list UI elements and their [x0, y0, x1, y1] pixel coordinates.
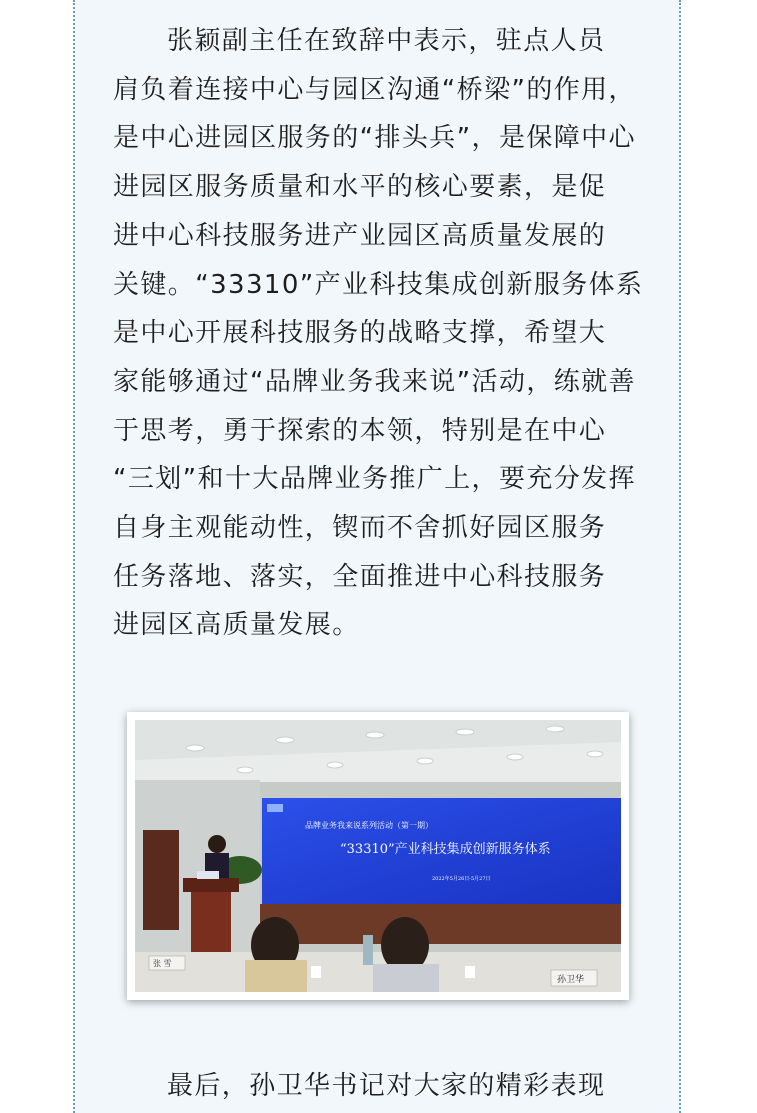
tea-cup — [465, 966, 475, 978]
wooden-door — [143, 830, 179, 930]
podium-top — [183, 878, 239, 892]
podium-placard — [197, 871, 219, 879]
text-line: 进园区服务质量和水平的核心要素，是促 — [113, 172, 607, 203]
text-line: 进园区高质量发展。 — [113, 610, 360, 641]
text-line: “三划”和十大品牌业务推广上，要充分发挥 — [113, 464, 636, 495]
water-bottle — [363, 935, 373, 965]
attendee-body — [373, 964, 439, 992]
text-line: 是中心开展科技服务的战略支撑，希望大 — [113, 318, 607, 349]
tea-cup — [311, 966, 321, 978]
text-line: 肩负着连接中心与园区沟通“桥梁”的作用， — [113, 74, 636, 105]
paragraph-closing — [113, 1062, 643, 1111]
screen-heading: “33310”产业科技集成创新服务体系 — [340, 842, 551, 857]
text-line: 家能够通过“品牌业务我来说”活动，练就善 — [113, 366, 636, 397]
screen-date: 2022年5月26日-5月27日 — [432, 876, 491, 882]
text-line: 是中心进园区服务的“排头兵”，是保障中心 — [113, 123, 636, 154]
screen-logo — [267, 804, 283, 812]
text-line: 最后，孙卫华书记对大家的精彩表现 — [167, 1071, 606, 1101]
text-line: 张颖副主任在致辞中表示，驻点人员 — [167, 26, 606, 56]
speaker-head — [208, 835, 226, 853]
paragraph-speech — [113, 17, 643, 650]
text-line: 于思考，勇于探索的本领，特别是在中心 — [113, 415, 607, 446]
text-line: 任务落地、落实，全面推进中心科技服务 — [113, 561, 607, 592]
event-photo-frame[interactable] — [127, 712, 629, 1000]
wood-panel — [260, 904, 621, 944]
nameplate-left-text: 张 雪 — [153, 959, 172, 968]
attendee-body — [245, 960, 307, 992]
text-line: 关键。“33310”产业科技集成创新服务体系 — [113, 269, 644, 300]
nameplate-right-text: 孙卫华 — [557, 975, 585, 985]
text-line: 进中心科技服务进产业园区高质量发展的 — [113, 220, 607, 251]
screen-title: 品牌业务我来说系列活动（第一期） — [305, 821, 433, 830]
meeting-room-illustration — [135, 720, 621, 992]
event-photo[interactable] — [135, 720, 621, 992]
text-line: 自身主观能动性，锲而不舍抓好园区服务 — [113, 513, 607, 544]
podium — [191, 892, 231, 962]
